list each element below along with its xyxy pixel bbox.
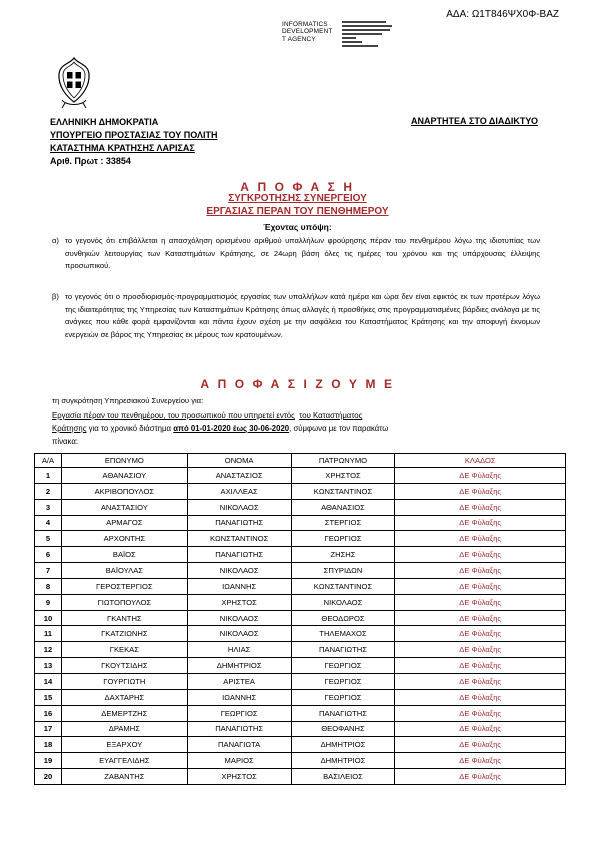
cell-name: ΙΩΑΝΝΗΣ	[187, 578, 291, 594]
cell-surname: ΓΚΑΤΖΙΩΝΗΣ	[61, 626, 187, 642]
table-row	[35, 721, 566, 737]
cell-name: ΚΩΝΣΤΑΝΤΙΝΟΣ	[187, 531, 291, 547]
header-surname: ΕΠΩΝΥΜΟ	[61, 454, 187, 468]
cell-aa: 19	[35, 753, 62, 769]
cell-aa: 10	[35, 610, 62, 626]
cell-branch: ΔΕ Φύλαξης	[395, 610, 566, 626]
cell-aa: 11	[35, 626, 62, 642]
cell-branch: ΔΕ Φύλαξης	[395, 769, 566, 785]
issuer-ministry: ΥΠΟΥΡΓΕΙΟ ΠΡΟΣΤΑΣΙΑΣ ΤΟΥ ΠΟΛΙΤΗ	[50, 130, 218, 140]
paragraph-b-text: το γεγονός ότι ο προσδιορισμός-προγραμματισμός εργασίας των υπαλλήλων κατά ημέρα και ώρα δεν είναι εφικτός εκ των προτέρων λόγω της ιδιαιτερότητας της Υπηρεσίας των Καταστημάτων Κράτησης όπως αλλαγές ή προσθήκες στις προγραμματισμένες βάρδιες ανάλογα με τις ανάγκες που κάθε φορά εμφανίζονται και πάντα έχουν σχέση με την ασφάλεια του Καταστήματος Κράτησης και την αποφυγή έκνομων ενεργειών σε βάρος της Υπηρεσίας εκ μέρους των κρατουμένων.	[65, 292, 540, 339]
paragraph-b	[52, 291, 540, 341]
cell-name: ΓΕΩΡΓΙΟΣ	[187, 705, 291, 721]
cell-name: ΝΙΚΟΛΑΟΣ	[187, 626, 291, 642]
cell-surname: ΓΚΑΝΤΗΣ	[61, 610, 187, 626]
paragraph-a-text: το γεγονός ότι επιβάλλεται η απασχόληση ορισμένου αριθμού υπαλλήλων φρούρησης πέραν του πενθημέρου λόγω της ιδιοτυπίας των συνθηκών λειτουργίας των Καταστημάτων Κράτησης, σε 24ωρη βάση όλες τις ημέρες του χρόνου και της υπάρχουσας έλλειψης προσωπικού.	[65, 236, 540, 271]
cell-surname: ΕΥΑΓΓΕΛΙΔΗΣ	[61, 753, 187, 769]
ida-logo-text	[282, 21, 333, 43]
decision-text-part7: πίνακα:	[52, 437, 78, 446]
ada-code: ΑΔΑ: Ω1Τ846ΨΧ0Φ-ΒΑΖ	[446, 9, 559, 20]
header-aa: Α/Α	[35, 454, 62, 468]
cell-father-name: ΚΩΝΣΤΑΝΤΙΝΟΣ	[291, 578, 395, 594]
table-row	[35, 737, 566, 753]
cell-branch: ΔΕ Φύλαξης	[395, 468, 566, 484]
cell-surname: ΓΕΡΟΣΤΕΡΓΙΟΣ	[61, 578, 187, 594]
cell-surname: ΓΙΩΤΟΠΟΥΛΟΣ	[61, 594, 187, 610]
cell-father-name: ΔΗΜΗΤΡΙΟΣ	[291, 737, 395, 753]
table-row	[35, 563, 566, 579]
table-row	[35, 658, 566, 674]
cell-branch: ΔΕ Φύλαξης	[395, 658, 566, 674]
cell-father-name: ΣΤΕΡΓΙΟΣ	[291, 515, 395, 531]
cell-surname: ΑΝΑΣΤΑΣΙΟΥ	[61, 499, 187, 515]
cell-aa: 14	[35, 673, 62, 689]
having-regard-heading: Έχοντας υπόψη:	[263, 222, 332, 232]
cell-father-name: ΣΠΥΡΙΔΩΝ	[291, 563, 395, 579]
cell-branch: ΔΕ Φύλαξης	[395, 563, 566, 579]
cell-branch: ΔΕ Φύλαξης	[395, 705, 566, 721]
ida-logo	[282, 21, 394, 49]
cell-name: ΠΑΝΑΓΙΩΤΗΣ	[187, 515, 291, 531]
cell-father-name: ΘΕΟΔΩΡΟΣ	[291, 610, 395, 626]
header-father-name: ΠΑΤΡΩΝΥΜΟ	[291, 454, 395, 468]
decision-text-part4: για το χρονικό διάστημα	[86, 424, 174, 433]
table-row	[35, 610, 566, 626]
cell-surname: ΔΑΧΤΑΡΗΣ	[61, 689, 187, 705]
table-row	[35, 753, 566, 769]
ida-logo-line3: T AGENCY	[282, 35, 316, 43]
table-row	[35, 642, 566, 658]
table-row	[35, 626, 566, 642]
we-decide-title: Α Π Ο Φ Α Σ Ι Ζ Ο Υ Μ Ε	[200, 377, 395, 391]
issuer-block	[50, 116, 218, 168]
cell-surname: ΖΑΒΑΝΤΗΣ	[61, 769, 187, 785]
table-row	[35, 689, 566, 705]
cell-branch: ΔΕ Φύλαξης	[395, 753, 566, 769]
cell-aa: 3	[35, 499, 62, 515]
cell-branch: ΔΕ Φύλαξης	[395, 578, 566, 594]
cell-father-name: ΔΗΜΗΤΡΙΟΣ	[291, 753, 395, 769]
cell-branch: ΔΕ Φύλαξης	[395, 483, 566, 499]
header-branch: ΚΛΑΔΟΣ	[395, 454, 566, 468]
cell-aa: 8	[35, 578, 62, 594]
cell-father-name: ΓΕΩΡΓΙΟΣ	[291, 673, 395, 689]
cell-name: ΧΡΗΣΤΟΣ	[187, 594, 291, 610]
cell-surname: ΓΚΕΚΑΣ	[61, 642, 187, 658]
cell-father-name: ΒΑΣΙΛΕΙΟΣ	[291, 769, 395, 785]
cell-surname: ΑΚΡΙΒΟΠΟΥΛΟΣ	[61, 483, 187, 499]
cell-aa: 17	[35, 721, 62, 737]
cell-father-name: ΓΕΩΡΓΙΟΣ	[291, 658, 395, 674]
cell-name: ΧΡΗΣΤΟΣ	[187, 769, 291, 785]
post-online-notice: ΑΝΑΡΤΗΤΕΑ ΣΤΟ ΔΙΑΔΙΚΤΥΟ	[411, 116, 538, 126]
cell-branch: ΔΕ Φύλαξης	[395, 594, 566, 610]
cell-father-name: ΑΘΑΝΑΣΙΟΣ	[291, 499, 395, 515]
table-row	[35, 531, 566, 547]
issuer-country: ΕΛΛΗΝΙΚΗ ΔΗΜΟΚΡΑΤΙΑ	[50, 117, 159, 127]
cell-father-name: ΠΑΝΑΓΙΩΤΗΣ	[291, 642, 395, 658]
table-row	[35, 499, 566, 515]
protocol-number: Αριθ. Πρωτ : 33854	[50, 156, 131, 166]
cell-aa: 4	[35, 515, 62, 531]
ida-logo-fine-print	[342, 21, 394, 49]
cell-father-name: ΧΡΗΣΤΟΣ	[291, 468, 395, 484]
paragraph-b-label: β)	[52, 292, 59, 301]
cell-father-name: ΖΗΣΗΣ	[291, 547, 395, 563]
cell-surname: ΓΚΟΥΤΣΙΔΗΣ	[61, 658, 187, 674]
cell-surname: ΑΘΑΝΑΣΙΟΥ	[61, 468, 187, 484]
decision-text	[52, 409, 542, 448]
paragraph-a-label: α)	[52, 236, 59, 245]
table-row	[35, 547, 566, 563]
ida-logo-line2: DEVELOPMENT	[282, 28, 333, 36]
cell-surname: ΒΑΪΟΥΛΑΣ	[61, 563, 187, 579]
cell-branch: ΔΕ Φύλαξης	[395, 499, 566, 515]
table-row	[35, 705, 566, 721]
cell-name: ΝΙΚΟΛΑΟΣ	[187, 563, 291, 579]
decision-title: Α Π Ο Φ Α Σ Η	[240, 180, 355, 194]
cell-aa: 5	[35, 531, 62, 547]
cell-branch: ΔΕ Φύλαξης	[395, 515, 566, 531]
personnel-table	[34, 453, 566, 785]
cell-surname: ΓΟΥΡΓΙΩΤΗ	[61, 673, 187, 689]
decision-text-part1: Εργασία πέραν του πενθημέρου, του προσωπικού που υπηρετεί εντός	[52, 411, 295, 420]
cell-father-name: ΤΗΛΕΜΑΧΟΣ	[291, 626, 395, 642]
decision-text-part2: του Καταστήματος	[299, 411, 363, 420]
cell-name: ΝΙΚΟΛΑΟΣ	[187, 610, 291, 626]
cell-aa: 7	[35, 563, 62, 579]
cell-father-name: ΓΕΩΡΓΙΟΣ	[291, 531, 395, 547]
decision-subtitle-1: ΣΥΓΚΡΟΤΗΣΗΣ ΣΥΝΕΡΓΕΙΟΥ	[228, 193, 367, 204]
cell-father-name: ΠΑΝΑΓΙΩΤΗΣ	[291, 705, 395, 721]
cell-surname: ΕΞΑΡΧΟΥ	[61, 737, 187, 753]
decision-subtitle-2: ΕΡΓΑΣΙΑΣ ΠΕΡΑΝ ΤΟΥ ΠΕΝΘΗΜΕΡΟΥ	[206, 206, 389, 217]
cell-aa: 13	[35, 658, 62, 674]
cell-surname: ΒΑΪΟΣ	[61, 547, 187, 563]
table-header-row	[35, 454, 566, 468]
header-name: ΟΝΟΜΑ	[187, 454, 291, 468]
cell-branch: ΔΕ Φύλαξης	[395, 737, 566, 753]
cell-aa: 12	[35, 642, 62, 658]
cell-aa: 1	[35, 468, 62, 484]
cell-branch: ΔΕ Φύλαξης	[395, 642, 566, 658]
cell-surname: ΑΡΜΑΓΟΣ	[61, 515, 187, 531]
cell-name: ΠΑΝΑΓΙΩΤΑ	[187, 737, 291, 753]
table-row	[35, 578, 566, 594]
table-row	[35, 468, 566, 484]
cell-name: ΠΑΝΑΓΙΩΤΗΣ	[187, 721, 291, 737]
table-row	[35, 769, 566, 785]
cell-surname: ΑΡΧΟΝΤΗΣ	[61, 531, 187, 547]
cell-father-name: ΝΙΚΟΛΑΟΣ	[291, 594, 395, 610]
paragraph-a	[52, 235, 540, 273]
issuer-unit: ΚΑΤΑΣΤΗΜΑ ΚΡΑΤΗΣΗΣ ΛΑΡΙΣΑΣ	[50, 143, 195, 153]
cell-father-name: ΓΕΩΡΓΙΟΣ	[291, 689, 395, 705]
cell-aa: 18	[35, 737, 62, 753]
decision-text-part3: Κράτησης	[52, 424, 87, 433]
cell-father-name: ΘΕΟΦΑΝΗΣ	[291, 721, 395, 737]
cell-surname: ΔΡΑΜΗΣ	[61, 721, 187, 737]
cell-name: ΑΡΙΣΤΕΑ	[187, 673, 291, 689]
cell-name: ΙΩΑΝΝΗΣ	[187, 689, 291, 705]
cell-branch: ΔΕ Φύλαξης	[395, 626, 566, 642]
table-row	[35, 515, 566, 531]
coat-of-arms-emblem	[56, 56, 92, 112]
cell-surname: ΔΕΜΕΡΤΖΗΣ	[61, 705, 187, 721]
cell-name: ΔΗΜΗΤΡΙΟΣ	[187, 658, 291, 674]
cell-name: ΝΙΚΟΛΑΟΣ	[187, 499, 291, 515]
cell-branch: ΔΕ Φύλαξης	[395, 721, 566, 737]
cell-branch: ΔΕ Φύλαξης	[395, 673, 566, 689]
cell-aa: 15	[35, 689, 62, 705]
cell-aa: 20	[35, 769, 62, 785]
cell-branch: ΔΕ Φύλαξης	[395, 547, 566, 563]
ida-logo-line1: INFORMATICS	[282, 21, 328, 28]
cell-name: ΑΝΑΣΤΑΣΙΟΣ	[187, 468, 291, 484]
cell-aa: 6	[35, 547, 62, 563]
cell-name: ΜΑΡΙΟΣ	[187, 753, 291, 769]
cell-branch: ΔΕ Φύλαξης	[395, 689, 566, 705]
decision-period: από 01-01-2020 έως 30-06-2020	[173, 424, 290, 433]
cell-father-name: ΚΩΝΣΤΑΝΤΙΝΟΣ	[291, 483, 395, 499]
cell-aa: 16	[35, 705, 62, 721]
decision-intro: τη συγκρότηση Υπηρεσιακού Συνεργείου για:	[52, 396, 204, 405]
cell-branch: ΔΕ Φύλαξης	[395, 531, 566, 547]
cell-name: ΑΧΙΛΛΕΑΣ	[187, 483, 291, 499]
cell-aa: 9	[35, 594, 62, 610]
cell-aa: 2	[35, 483, 62, 499]
decision-text-part6: , σύμφωνα με τον παρακάτω	[289, 424, 389, 433]
table-row	[35, 483, 566, 499]
cell-name: ΗΛΙΑΣ	[187, 642, 291, 658]
cell-name: ΠΑΝΑΓΙΩΤΗΣ	[187, 547, 291, 563]
table-row	[35, 673, 566, 689]
table-row	[35, 594, 566, 610]
